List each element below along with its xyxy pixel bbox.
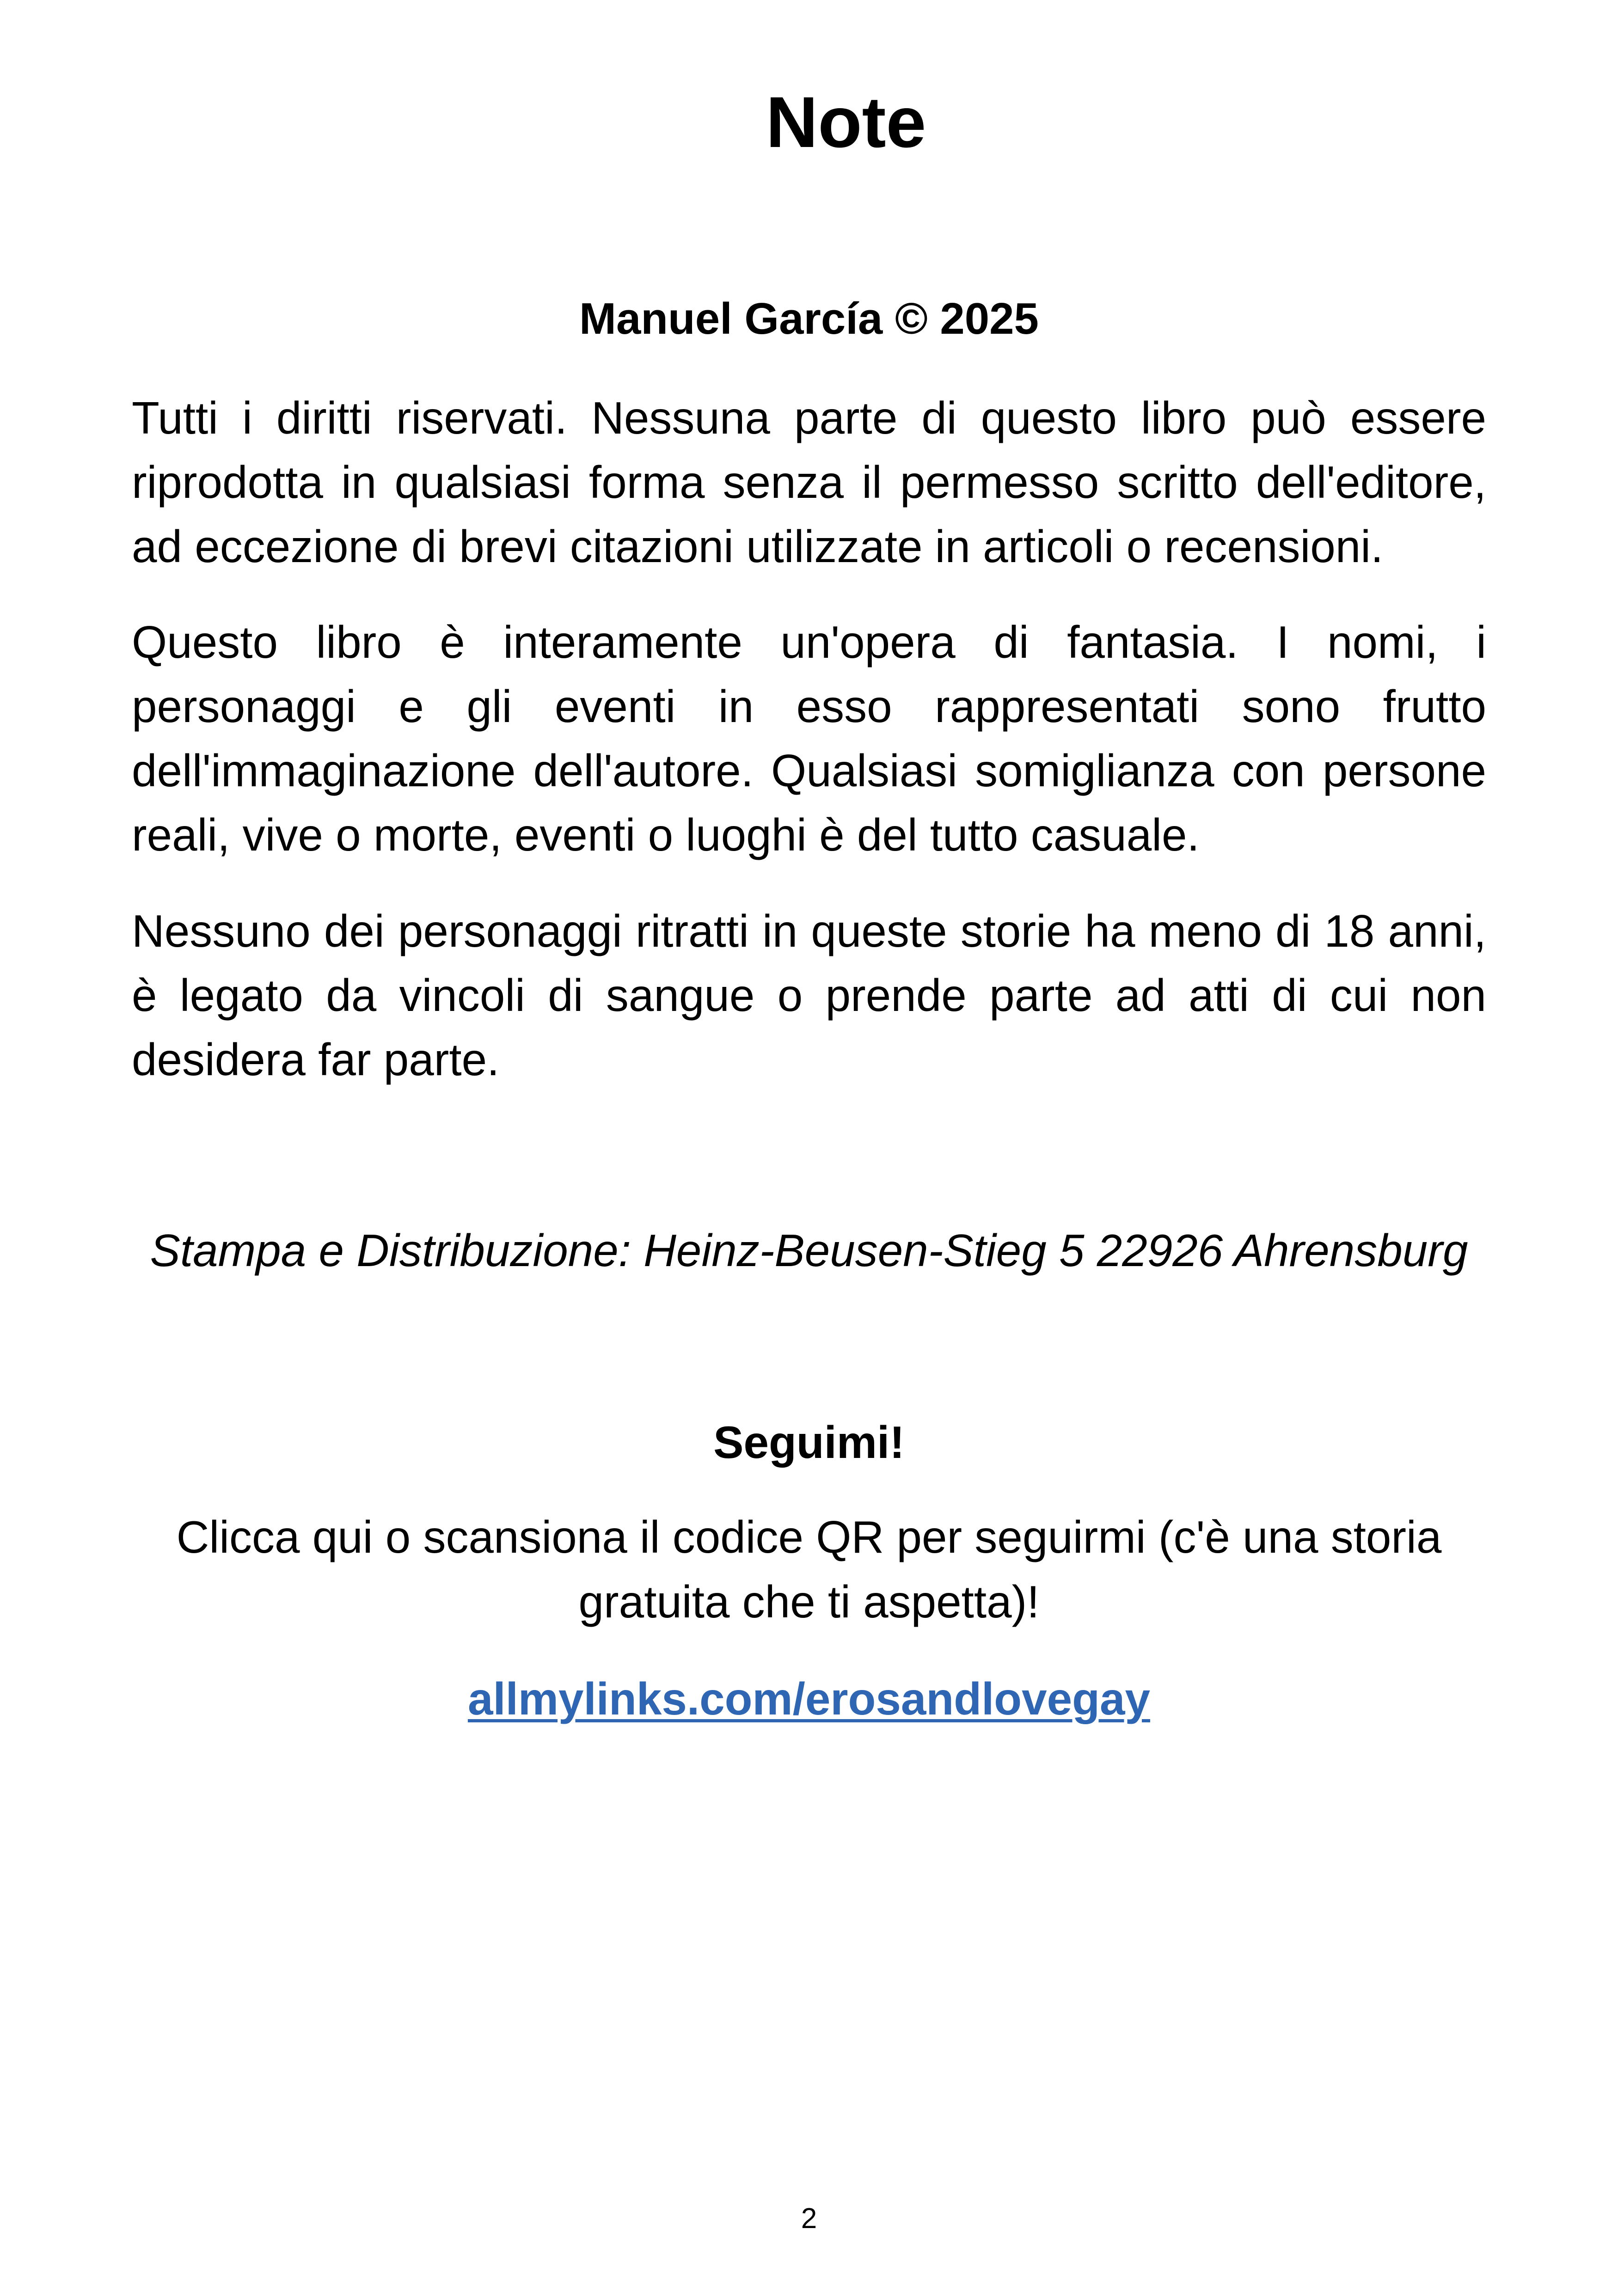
follow-text: Clicca qui o scansiona il codice QR per seguirmi (c'è una storia gratuita che ti aspetta)!	[176, 1512, 1442, 1627]
copyright-line: Manuel García © 2025	[579, 294, 1039, 343]
follow-heading: Seguimi!	[713, 1417, 905, 1468]
imprint-line: Stampa e Distribuzione: Heinz-Beusen-Stieg 5 22926 Ahrensburg	[150, 1225, 1468, 1276]
rights-paragraph: Tutti i diritti riservati. Nessuna parte di questo libro può essere riprodotta in qualsiasi forma senza il permesso scritto dell'editore, ad eccezione di brevi citazioni utilizzate in articoli o recensioni.	[132, 392, 1486, 572]
characters-disclaimer-paragraph: Nessuno dei personaggi ritratti in queste storie ha meno di 18 anni, è legato da vincoli di sangue o prende parte ad atti di cui non desidera far parte.	[132, 906, 1486, 1085]
fiction-disclaimer-paragraph: Questo libro è interamente un'opera di fantasia. I nomi, i personaggi e gli eventi in esso rappresentati sono frutto dell'immaginazione dell'autore. Qualsiasi somiglianza con persone reali, vive o morte, eventi o luoghi è del tutto casuale.	[132, 617, 1486, 860]
page-title: Note	[766, 82, 926, 163]
page-number: 2	[801, 2203, 817, 2235]
follow-link[interactable]: allmylinks.com/erosandlovegay	[467, 1673, 1151, 1724]
